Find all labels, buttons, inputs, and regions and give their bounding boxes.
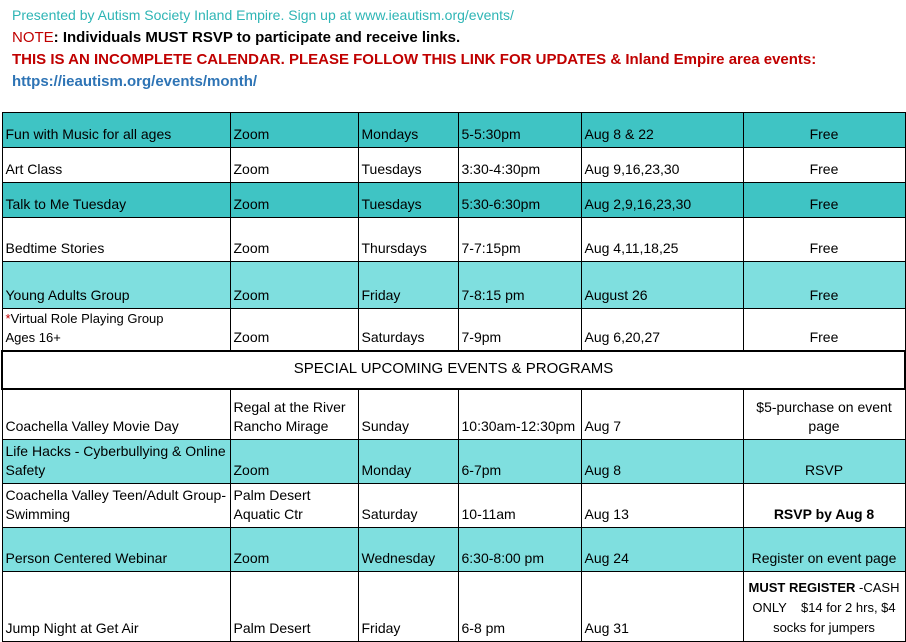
event-location: Zoom — [230, 113, 358, 148]
event-location: Zoom — [230, 439, 358, 483]
event-location — [230, 389, 358, 439]
special-heading-row — [2, 351, 905, 389]
event-time: 7-9pm — [458, 309, 581, 352]
event-location: Palm Desert — [230, 571, 358, 641]
event-time: 10:30am-12:30pm — [458, 389, 581, 439]
event-fee: RSVP by Aug 8 — [743, 483, 905, 527]
event-name: Talk to Me Tuesday — [2, 183, 230, 218]
event-name-line2: Swimming — [5, 505, 71, 522]
special-event-row — [2, 483, 905, 527]
event-name: Jump Night at Get Air — [2, 571, 230, 641]
event-time: 6:30-8:00 pm — [458, 527, 581, 571]
event-name — [2, 309, 230, 352]
event-name: Coachella Valley Movie Day — [2, 389, 230, 439]
location-line1: Palm Desert — [233, 486, 311, 503]
note-label: NOTE — [12, 29, 54, 46]
event-row — [2, 218, 905, 262]
event-fee: Register on event page — [743, 527, 905, 571]
event-name: Person Centered Webinar — [2, 527, 230, 571]
event-name — [2, 439, 230, 483]
event-day: Saturdays — [358, 309, 458, 352]
event-dates: Aug 9,16,23,30 — [581, 148, 743, 183]
event-dates: Aug 6,20,27 — [581, 309, 743, 352]
event-name-line2: Safety — [5, 461, 46, 478]
location-line2: Aquatic Ctr — [233, 505, 303, 522]
event-dates: Aug 31 — [581, 571, 743, 641]
fee-line2: ONLY $14 for 2 hrs, $4 — [752, 599, 896, 615]
event-time: 5:30-6:30pm — [458, 183, 581, 218]
event-row — [2, 113, 905, 148]
event-day: Mondays — [358, 113, 458, 148]
event-day: Wednesday — [358, 527, 458, 571]
event-dates: Aug 8 — [581, 439, 743, 483]
event-fee: Free — [743, 262, 905, 309]
event-fee: Free — [743, 183, 905, 218]
event-location: Zoom — [230, 527, 358, 571]
event-dates: Aug 2,9,16,23,30 — [581, 183, 743, 218]
event-row — [2, 262, 905, 309]
event-day: Sunday — [358, 389, 458, 439]
fee-line2: page — [808, 417, 840, 434]
event-day: Saturday — [358, 483, 458, 527]
events-link[interactable]: https://ieautism.org/events/month/ — [12, 73, 258, 90]
note-text: : Individuals MUST RSVP to participate and receive links. — [53, 29, 461, 46]
event-name: Fun with Music for all ages — [2, 113, 230, 148]
fee-line1: $5-purchase on event — [756, 398, 892, 415]
event-location: Zoom — [230, 309, 358, 352]
event-fee — [743, 389, 905, 439]
event-day: Friday — [358, 571, 458, 641]
event-row — [2, 183, 905, 218]
note-line — [12, 29, 460, 47]
event-dates: Aug 4,11,18,25 — [581, 218, 743, 262]
event-name: Young Adults Group — [2, 262, 230, 309]
event-time: 6-8 pm — [458, 571, 581, 641]
event-fee: Free — [743, 113, 905, 148]
event-location: Zoom — [230, 218, 358, 262]
event-time: 5-5:30pm — [458, 113, 581, 148]
event-time: 3:30-4:30pm — [458, 148, 581, 183]
asterisk-mark: * — [5, 311, 11, 326]
presented-by-line: Presented by Autism Society Inland Empire. Sign up at www.ieautism.org/events/ — [12, 7, 514, 23]
event-row — [2, 148, 905, 183]
event-location — [230, 483, 358, 527]
special-event-row — [2, 439, 905, 483]
event-fee: RSVP — [743, 439, 905, 483]
fee-bold: MUST REGISTER — [748, 579, 856, 595]
event-name-line1: Coachella Valley Teen/Adult Group- — [5, 486, 226, 503]
event-day: Monday — [358, 439, 458, 483]
event-day: Friday — [358, 262, 458, 309]
events-table — [1, 112, 906, 642]
fee-line1: -CASH — [855, 579, 900, 595]
event-fee: Free — [743, 148, 905, 183]
event-day: Thursdays — [358, 218, 458, 262]
event-fee: Free — [743, 218, 905, 262]
event-fee — [743, 571, 905, 641]
location-line2: Rancho Mirage — [233, 417, 329, 434]
event-dates: Aug 13 — [581, 483, 743, 527]
event-name-line1: Life Hacks - Cyberbullying & Online — [5, 442, 226, 459]
event-name: Bedtime Stories — [2, 218, 230, 262]
event-time: 7-7:15pm — [458, 218, 581, 262]
event-time: 6-7pm — [458, 439, 581, 483]
fee-line3: socks for jumpers — [773, 619, 875, 635]
event-dates: Aug 8 & 22 — [581, 113, 743, 148]
event-fee: Free — [743, 309, 905, 352]
event-location: Zoom — [230, 183, 358, 218]
special-events-heading: SPECIAL UPCOMING EVENTS & PROGRAMS — [2, 351, 905, 389]
event-location: Zoom — [230, 262, 358, 309]
special-event-row — [2, 527, 905, 571]
event-dates: Aug 24 — [581, 527, 743, 571]
incomplete-calendar-warning: THIS IS AN INCOMPLETE CALENDAR. PLEASE FOLLOW THIS LINK FOR UPDATES & Inland Empire area events: — [12, 51, 817, 68]
special-event-row — [2, 389, 905, 439]
location-line1: Regal at the River — [233, 398, 346, 415]
event-row — [2, 309, 905, 352]
special-event-row — [2, 571, 905, 641]
event-day: Tuesdays — [358, 183, 458, 218]
event-time: 10-11am — [458, 483, 581, 527]
event-location: Zoom — [230, 148, 358, 183]
event-day: Tuesdays — [358, 148, 458, 183]
event-time: 7-8:15 pm — [458, 262, 581, 309]
event-name: Art Class — [2, 148, 230, 183]
event-dates: August 26 — [581, 262, 743, 309]
event-name — [2, 483, 230, 527]
event-name-line1: Virtual Role Playing Group — [10, 311, 164, 326]
event-name-line2: Ages 16+ — [5, 330, 61, 345]
event-dates: Aug 7 — [581, 389, 743, 439]
